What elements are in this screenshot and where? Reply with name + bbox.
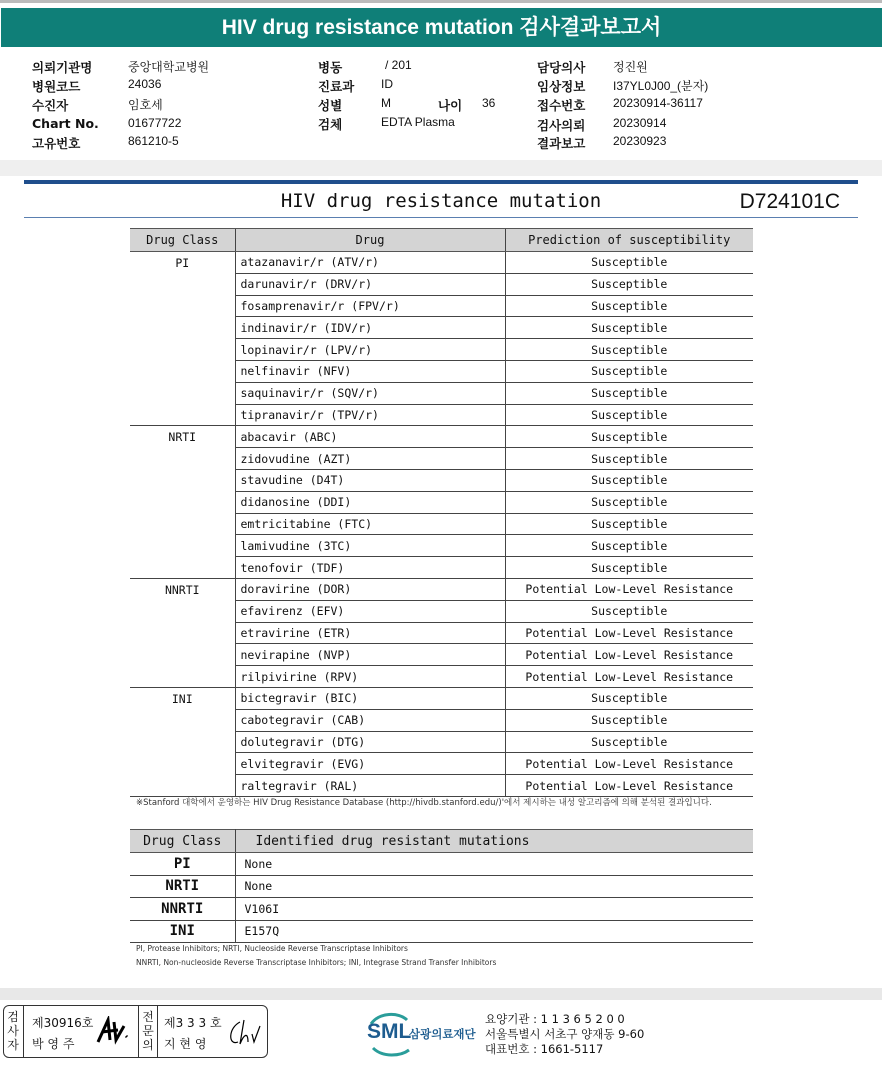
doctor-value: 정진원 bbox=[613, 60, 648, 74]
footer-band bbox=[0, 988, 882, 1000]
table-row bbox=[130, 252, 753, 274]
code-value: 24036 bbox=[128, 77, 162, 91]
prediction-cell: Susceptible bbox=[505, 382, 753, 404]
prediction-cell: Susceptible bbox=[505, 295, 753, 317]
top-border bbox=[0, 0, 882, 3]
drug-cell: emtricitabine (FTC) bbox=[235, 513, 505, 535]
tester-label: 검사자 bbox=[7, 1010, 19, 1052]
drug-cell: nelfinavir (NFV) bbox=[235, 360, 505, 382]
report-header-title: HIV drug resistance mutation 검사결과보고서 bbox=[1, 8, 882, 47]
clinical-value: I37YL0J00_(분자) bbox=[613, 79, 709, 93]
prediction-cell: Susceptible bbox=[505, 731, 753, 753]
report-title: HIV drug resistance mutation bbox=[280, 190, 602, 212]
drug-cell: atazanavir/r (ATV/r) bbox=[235, 252, 505, 274]
ward-value: / 201 bbox=[385, 58, 412, 72]
drug-cell: efavirenz (EFV) bbox=[235, 600, 505, 622]
drug-class-cell: INI bbox=[130, 687, 235, 796]
chart-value: 01677722 bbox=[128, 116, 182, 130]
report-date-value: 20230923 bbox=[613, 134, 667, 148]
sml-logo bbox=[365, 1010, 485, 1058]
drug-cell: saquinavir/r (SQV/r) bbox=[235, 382, 505, 404]
prediction-cell: Susceptible bbox=[505, 709, 753, 731]
logo-text: SML bbox=[367, 1020, 412, 1043]
drug-cell: rilpivirine (RPV) bbox=[235, 666, 505, 688]
lab-phone: 대표번호 : 1661-5117 bbox=[485, 1042, 604, 1056]
request-label: 검사의뢰 bbox=[537, 118, 586, 133]
drug-class-cell: PI bbox=[130, 252, 235, 426]
prediction-cell: Susceptible bbox=[505, 426, 753, 448]
specialist-signature bbox=[226, 1018, 262, 1048]
table-row bbox=[130, 853, 753, 876]
request-value: 20230914 bbox=[613, 116, 667, 130]
prediction-cell: Susceptible bbox=[505, 448, 753, 470]
table-row bbox=[130, 875, 753, 898]
prediction-cell: Susceptible bbox=[505, 360, 753, 382]
specimen-value: EDTA Plasma bbox=[381, 115, 455, 129]
receipt-value: 20230914-36117 bbox=[613, 96, 703, 110]
divider bbox=[138, 1006, 139, 1057]
blue-rule bbox=[24, 180, 858, 184]
drug-cell: abacavir (ABC) bbox=[235, 426, 505, 448]
drug-class-cell: NRTI bbox=[130, 426, 235, 579]
drug-cell: elvitegravir (EVG) bbox=[235, 753, 505, 775]
footnote-1: PI, Protease Inhibitors; NRTI, Nucleoside Reverse Transcriptase Inhibitors bbox=[136, 944, 408, 953]
ward-label: 병동 bbox=[318, 60, 343, 75]
code-label: 병원코드 bbox=[32, 79, 81, 94]
specimen-label: 검체 bbox=[318, 117, 343, 132]
divider bbox=[23, 1006, 24, 1057]
susceptibility-table bbox=[130, 228, 753, 797]
tester-signature bbox=[94, 1016, 130, 1048]
sex-value: M bbox=[381, 96, 391, 110]
drug-cell: stavudine (D4T) bbox=[235, 469, 505, 491]
prediction-cell: Susceptible bbox=[505, 252, 753, 274]
mutation-cell: None bbox=[235, 853, 753, 876]
clinical-label: 임상정보 bbox=[537, 79, 586, 94]
specialist-license: 제3 3 3 호 bbox=[164, 1016, 222, 1030]
prediction-cell: Susceptible bbox=[505, 513, 753, 535]
drug-cell: lamivudine (3TC) bbox=[235, 535, 505, 557]
drug-cell: zidovudine (AZT) bbox=[235, 448, 505, 470]
prediction-cell: Susceptible bbox=[505, 600, 753, 622]
drug-cell: darunavir/r (DRV/r) bbox=[235, 273, 505, 295]
tester-name: 박 영 주 bbox=[32, 1037, 75, 1051]
prediction-cell: Potential Low-Level Resistance bbox=[505, 644, 753, 666]
report-date-label: 결과보고 bbox=[537, 136, 586, 151]
table-row bbox=[130, 920, 753, 943]
prediction-cell: Susceptible bbox=[505, 469, 753, 491]
report-code: D724101C bbox=[739, 190, 840, 213]
footnote-2: NNRTI, Non-nucleoside Reverse Transcriptase Inhibitors; INI, Integrase Strand Transfer Inhibitors bbox=[136, 958, 497, 967]
prediction-cell: Potential Low-Level Resistance bbox=[505, 666, 753, 688]
unique-value: 861210-5 bbox=[128, 134, 179, 148]
dept-label: 진료과 bbox=[318, 79, 355, 94]
drug-cell: tenofovir (TDF) bbox=[235, 557, 505, 579]
separator-band bbox=[0, 160, 882, 176]
prediction-cell: Susceptible bbox=[505, 687, 753, 709]
drug-cell: etravirine (ETR) bbox=[235, 622, 505, 644]
col-header-class: Drug Class bbox=[130, 229, 235, 252]
table-row bbox=[130, 898, 753, 921]
table-row bbox=[130, 426, 753, 448]
drug-class-cell: NNRTI bbox=[130, 898, 235, 921]
col-header-prediction: Prediction of susceptibility bbox=[505, 229, 753, 252]
tester-license: 제30916호 bbox=[32, 1016, 94, 1030]
drug-class-cell: INI bbox=[130, 920, 235, 943]
hospital-label: 의뢰기관명 bbox=[32, 60, 93, 75]
prediction-cell: Susceptible bbox=[505, 317, 753, 339]
prediction-cell: Potential Low-Level Resistance bbox=[505, 775, 753, 797]
col-header-class: Drug Class bbox=[130, 830, 235, 853]
unique-label: 고유번호 bbox=[32, 136, 81, 151]
prediction-cell: Susceptible bbox=[505, 404, 753, 426]
drug-cell: raltegravir (RAL) bbox=[235, 775, 505, 797]
mutation-cell: V106I bbox=[235, 898, 753, 921]
drug-cell: doravirine (DOR) bbox=[235, 578, 505, 600]
lab-institution-code: 요양기관 : 1 1 3 6 5 2 0 0 bbox=[485, 1012, 625, 1026]
hospital-value: 중앙대학교병원 bbox=[128, 60, 210, 74]
drug-cell: nevirapine (NVP) bbox=[235, 644, 505, 666]
specialist-name: 지 현 영 bbox=[164, 1037, 207, 1051]
chart-label: Chart No. bbox=[32, 116, 99, 131]
prediction-cell: Potential Low-Level Resistance bbox=[505, 622, 753, 644]
age-value: 36 bbox=[482, 96, 496, 110]
drug-cell: tipranavir/r (TPV/r) bbox=[235, 404, 505, 426]
prediction-cell: Potential Low-Level Resistance bbox=[505, 578, 753, 600]
prediction-cell: Susceptible bbox=[505, 535, 753, 557]
drug-cell: bictegravir (BIC) bbox=[235, 687, 505, 709]
lab-name: 삼광의료재단 bbox=[409, 1027, 476, 1041]
drug-class-cell: NNRTI bbox=[130, 578, 235, 687]
drug-cell: lopinavir/r (LPV/r) bbox=[235, 339, 505, 361]
blue-underline bbox=[24, 217, 858, 218]
drug-cell: fosamprenavir/r (FPV/r) bbox=[235, 295, 505, 317]
drug-class-cell: NRTI bbox=[130, 875, 235, 898]
drug-cell: dolutegravir (DTG) bbox=[235, 731, 505, 753]
drug-class-cell: PI bbox=[130, 853, 235, 876]
lab-address-block bbox=[485, 1012, 644, 1057]
age-label: 나이 bbox=[438, 98, 463, 113]
drug-cell: indinavir/r (IDV/r) bbox=[235, 317, 505, 339]
prediction-cell: Susceptible bbox=[505, 557, 753, 579]
lab-address: 서울특별시 서초구 양재동 9-60 bbox=[485, 1027, 645, 1041]
patient-label: 수진자 bbox=[32, 98, 69, 113]
signature-box bbox=[3, 1005, 268, 1058]
receipt-label: 접수번호 bbox=[537, 98, 586, 113]
stanford-note: ※Stanford 대학에서 운영하는 HIV Drug Resistance Database (http://hivdb.stanford.edu/)'에서 제시하는 내성 알고리즘에 의해 분석된 결과입니다. bbox=[136, 798, 712, 808]
prediction-cell: Susceptible bbox=[505, 273, 753, 295]
prediction-cell: Potential Low-Level Resistance bbox=[505, 753, 753, 775]
sex-label: 성별 bbox=[318, 98, 343, 113]
col-header-drug: Drug bbox=[235, 229, 505, 252]
col-header-mutations: Identified drug resistant mutations bbox=[235, 830, 753, 853]
mutation-cell: None bbox=[235, 875, 753, 898]
prediction-cell: Susceptible bbox=[505, 491, 753, 513]
prediction-cell: Susceptible bbox=[505, 339, 753, 361]
divider bbox=[157, 1006, 158, 1057]
patient-value: 임호세 bbox=[128, 98, 163, 112]
mutation-cell: E157Q bbox=[235, 920, 753, 943]
specialist-label: 전문의 bbox=[142, 1010, 154, 1052]
drug-cell: didanosine (DDI) bbox=[235, 491, 505, 513]
table-row bbox=[130, 578, 753, 600]
dept-value: ID bbox=[381, 77, 393, 91]
doctor-label: 담당의사 bbox=[537, 60, 586, 75]
mutations-table bbox=[130, 829, 753, 943]
drug-cell: cabotegravir (CAB) bbox=[235, 709, 505, 731]
table-row bbox=[130, 687, 753, 709]
